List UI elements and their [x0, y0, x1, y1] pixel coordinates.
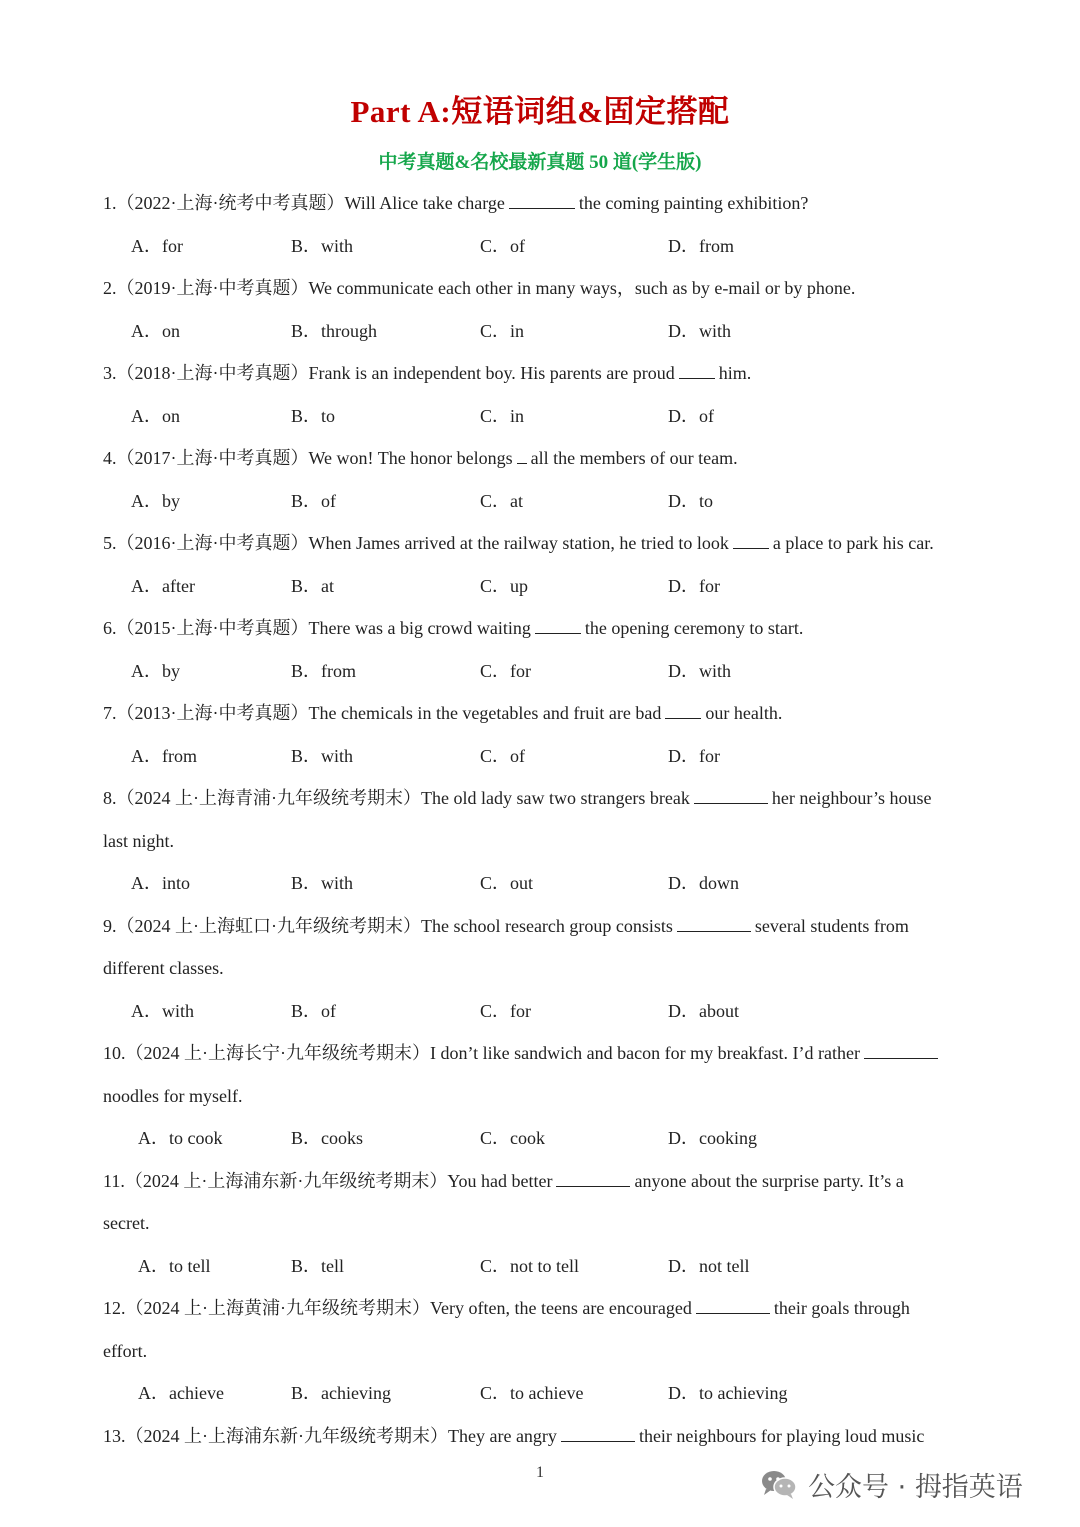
question-8-option-d: D．down [668, 873, 739, 893]
question-13-line-1 [103, 1424, 924, 1448]
question-11-option-a: A．to tell [138, 1255, 211, 1276]
answer-blank [556, 1170, 630, 1187]
question-6-option-b: B．from [291, 660, 356, 681]
question-2-option-c: C．in [480, 320, 525, 341]
question-10-line-1 [103, 1041, 942, 1065]
question-10-option-b: B．cooks [291, 1128, 363, 1148]
question-4-line-1 [103, 446, 738, 470]
question-9-option-b: B．of [291, 1000, 336, 1021]
page-title: Part A:短语词组&固定搭配 [350, 94, 730, 129]
question-5-option-c: C．up [480, 575, 529, 596]
question-text-after-blank: him. [718, 363, 752, 383]
question-2-option-d: D．with [668, 320, 731, 341]
question-7-option-c: C．of [480, 745, 525, 766]
question-7-option-a: A．from [131, 745, 197, 766]
watermark-text: 公众号 · 拇指英语 [808, 1471, 1023, 1503]
question-text-after-blank: the opening ceremony to start. [584, 618, 804, 638]
question-text: 1.（2022·上海·统考中考真题）Will Alice take charge [103, 193, 505, 213]
question-6-line-1 [103, 616, 803, 640]
question-10-option-d: D．cooking [668, 1128, 757, 1148]
question-text-after-blank: their neighbours for playing loud music [638, 1425, 925, 1446]
question-text-after-blank: their goals through [773, 1298, 910, 1318]
question-text: 3.（2018·上海·中考真题）Frank is an independent boy. His parents are proud [103, 363, 675, 383]
question-8-line-2 [103, 829, 174, 853]
question-text: secret. [103, 1213, 150, 1233]
question-text: last night. [103, 830, 174, 851]
question-9-option-d: D．about [668, 1000, 739, 1021]
question-12-option-b: B．achieving [291, 1383, 391, 1403]
question-text: 7.（2013·上海·中考真题）The chemicals in the vegetables and fruit are bad [103, 703, 662, 723]
question-text: 4.（2017·上海·中考真题）We won! The honor belongs [103, 448, 513, 468]
question-text: 6.（2015·上海·中考真题）There was a big crowd waiting [103, 618, 531, 638]
question-6-option-c: C．for [480, 660, 531, 681]
question-12-option-c: C．to achieve [480, 1383, 584, 1403]
question-12-option-d: D．to achieving [668, 1383, 788, 1403]
answer-blank [665, 702, 701, 719]
question-text: 9.（2024 上·上海虹口·九年级统考期末）The school research group consists [103, 915, 673, 936]
question-9-line-1 [103, 914, 909, 938]
question-8-option-a: A．into [131, 873, 191, 893]
question-9-option-c: C．for [480, 1000, 531, 1021]
question-8-option-c: C．out [480, 873, 534, 893]
question-12-line-2 [103, 1339, 147, 1363]
answer-blank [864, 1042, 938, 1059]
question-6-option-d: D．with [668, 660, 731, 681]
question-4-option-d: D．to [668, 490, 713, 511]
question-text-after-blank: several students from [754, 915, 909, 936]
answer-blank [694, 787, 768, 804]
question-text: 13.（2024 上·上海浦东新·九年级统考期末）They are angry [103, 1425, 557, 1446]
question-7-option-d: D．for [668, 745, 720, 766]
wechat-icon [760, 1468, 798, 1500]
question-3-option-a: A．on [131, 405, 180, 426]
question-3-line-1 [103, 361, 751, 385]
question-8-line-1 [103, 786, 932, 810]
question-5-option-a: A．after [131, 575, 195, 596]
question-2-line-1 [103, 276, 855, 300]
question-text: 2.（2019·上海·中考真题）We communicate each other in many ways，such as by e-mail or by phone. [103, 278, 856, 298]
question-text: 12.（2024 上·上海黄浦·九年级统考期末）Very often, the teens are encouraged [103, 1298, 692, 1318]
question-text: 10.（2024 上·上海长宁·九年级统考期末）I don’t like sandwich and bacon for my breakfast. I’d rather [103, 1043, 861, 1063]
question-text: 8.（2024 上·上海青浦·九年级统考期末）The old lady saw two strangers break [103, 788, 690, 808]
question-4-option-c: C．at [480, 490, 523, 511]
question-1-option-c: C．of [480, 235, 525, 256]
question-11-option-d: D．not tell [668, 1255, 750, 1276]
question-text-after-blank: all the members of our team. [530, 448, 738, 468]
question-7-line-1 [103, 701, 782, 725]
question-text-after-blank: the coming painting exhibition? [578, 193, 809, 213]
question-11-option-b: B．tell [291, 1255, 344, 1276]
question-3-option-c: C．in [480, 405, 525, 426]
question-3-option-d: D．of [668, 405, 714, 426]
question-10-option-c: C．cook [480, 1128, 545, 1148]
question-4-option-b: B．of [291, 490, 336, 511]
question-10-option-a: A．to cook [138, 1128, 223, 1148]
question-11-option-c: C．not to tell [480, 1255, 579, 1276]
answer-blank [561, 1425, 635, 1442]
question-1-line-1 [103, 191, 808, 215]
answer-blank [733, 532, 769, 549]
question-11-line-1 [103, 1169, 904, 1193]
question-9-line-2 [103, 956, 224, 980]
answer-blank [677, 915, 751, 932]
answer-blank [696, 1297, 770, 1314]
question-10-line-2 [103, 1084, 242, 1108]
page-number: 1 [536, 1464, 544, 1481]
question-1-option-d: D．from [668, 235, 734, 256]
page-subtitle: 中考真题&名校最新真题 50 道(学生版) [378, 152, 702, 173]
question-8-option-b: B．with [291, 873, 354, 893]
question-4-option-a: A．by [131, 490, 180, 511]
question-text: 5.（2016·上海·中考真题）When James arrived at the railway station, he tried to look [103, 533, 729, 553]
question-6-option-a: A．by [131, 660, 180, 681]
question-5-option-d: D．for [668, 575, 720, 596]
question-text: effort. [103, 1340, 148, 1361]
question-5-line-1 [103, 531, 934, 555]
question-text: noodles for myself. [103, 1085, 243, 1106]
question-1-option-b: B．with [291, 235, 354, 256]
question-text-after-blank: her neighbour’s house [771, 788, 932, 808]
question-text: different classes. [103, 958, 224, 978]
question-1-option-a: A．for [131, 235, 183, 256]
question-text-after-blank: our health. [705, 703, 783, 723]
question-2-option-b: B．through [291, 320, 378, 341]
answer-blank [509, 192, 575, 209]
question-12-line-1 [103, 1296, 910, 1320]
question-5-option-b: B．at [291, 575, 334, 596]
question-7-option-b: B．with [291, 745, 354, 766]
question-3-option-b: B．to [291, 405, 336, 426]
answer-blank [535, 617, 581, 634]
watermark [760, 1464, 1023, 1504]
question-12-option-a: A．achieve [138, 1383, 224, 1403]
question-text: 11.（2024 上·上海浦东新·九年级统考期末）You had better [103, 1170, 553, 1191]
question-11-line-2 [103, 1211, 149, 1235]
answer-blank [679, 362, 715, 379]
question-9-option-a: A．with [131, 1000, 194, 1021]
question-text-after-blank: anyone about the surprise party. It’s a [634, 1170, 904, 1191]
answer-blank [517, 447, 527, 464]
question-2-option-a: A．on [131, 320, 180, 341]
question-text-after-blank: a place to park his car. [772, 533, 934, 553]
